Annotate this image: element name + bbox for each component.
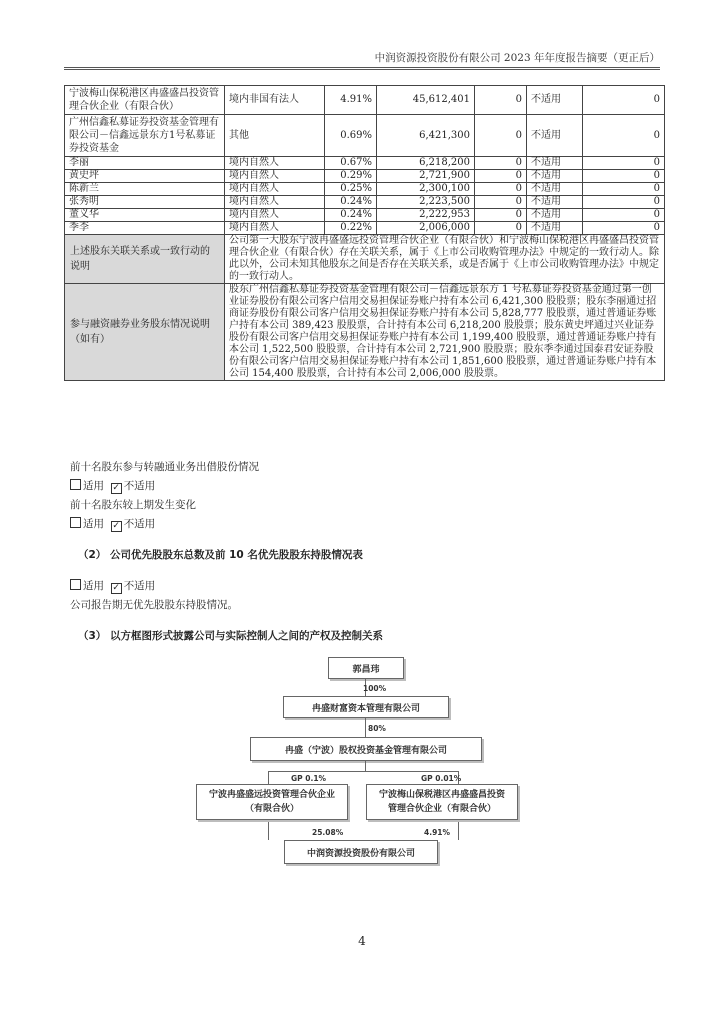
holder-cell-name: 李丽 [65, 157, 225, 170]
holder-cell-type: 境内自然人 [225, 222, 325, 235]
section-heading-control: （3） 以方框图形式披露公司与实际控制人之间的产权及控制关系 [78, 630, 383, 642]
holder-cell-shares: 2,222,953 [377, 209, 475, 222]
holder-cell-name: 宁波梅山保税港区冉盛盛昌投资管理合伙企业（有限合伙） [65, 86, 225, 115]
holder-cell-pledge: 不适用 [527, 115, 583, 157]
option-not-applicable: 不适用 [123, 480, 156, 492]
gp-label-left: GP 0.1% [291, 774, 327, 783]
holder-cell-pct: 0.25% [325, 183, 377, 196]
option-applicable: 适用 [83, 580, 104, 592]
holder-cell-pledge-qty: 0 [583, 86, 665, 115]
org-box-top: 郭昌玮 [328, 657, 404, 679]
change-options [70, 516, 155, 532]
holder-cell-pct: 0.22% [325, 222, 377, 235]
holder-cell-type: 境内自然人 [225, 157, 325, 170]
org-box-left: 宁波冉盛盛远投资管理合伙企业（有限合伙） [196, 784, 348, 820]
header-rule-2 [64, 69, 660, 70]
pct-label: 100% [363, 684, 387, 693]
preferred-note: 公司报告期无优先股股东持股情况。 [70, 599, 238, 611]
holder-cell-pledge: 不适用 [527, 196, 583, 209]
checkbox-checked: ✓ [112, 483, 120, 493]
holder-cell-shares: 2,300,100 [377, 183, 475, 196]
pct-label: 80% [368, 724, 386, 733]
checkbox-unchecked [70, 579, 81, 590]
holder-cell-shares: 6,421,300 [377, 115, 475, 157]
holder-cell-name: 陈新兰 [65, 183, 225, 196]
holder-cell-pledge-qty: 0 [583, 157, 665, 170]
holder-cell-restricted: 0 [475, 183, 527, 196]
relation-label: 上述股东关联关系或一致行动的说明 [65, 235, 225, 284]
holder-row [65, 157, 665, 170]
relation-text: 公司第一大股东宁波冉盛盛远投资管理合伙企业（有限合伙）和宁波梅山保税港区冉盛盛昌投资管理合伙企业（有限合伙）存在关联关系，属于《上市公司收购管理办法》中规定的一致行动人。除此以外，公司未知其他股东之间是否存在关联关系，或是否属于《上市公司收购管理办法》中规定的一致行动人。 [225, 235, 665, 284]
pct-label-left: 25.08% [312, 828, 344, 837]
holder-cell-pct: 0.67% [325, 157, 377, 170]
relation-row [65, 235, 665, 284]
holder-cell-pledge-qty: 0 [583, 196, 665, 209]
connector [268, 771, 269, 784]
lending-note: 前十名股东参与转融通业务出借股份情况 [70, 461, 259, 473]
connector [268, 822, 269, 840]
checkbox-checked: ✓ [112, 521, 120, 531]
holder-cell-restricted: 0 [475, 115, 527, 157]
checkbox-checked: ✓ [112, 583, 120, 593]
holder-row [65, 209, 665, 222]
holder-cell-name: 董义华 [65, 209, 225, 222]
holder-cell-restricted: 0 [475, 170, 527, 183]
margin-label: 参与融资融券业务股东情况说明（如有） [65, 284, 225, 381]
checkbox-unchecked [70, 517, 81, 528]
org-box-level2: 冉盛财富资本管理有限公司 [283, 696, 449, 718]
page-number: 4 [358, 934, 366, 948]
option-not-applicable: 不适用 [123, 518, 156, 530]
holder-cell-type: 境内自然人 [225, 196, 325, 209]
margin-text: 股东广州信鑫私募证券投资基金管理有限公司－信鑫远景东方 1 号私募证券投资基金通过第一创业证券股份有限公司客户信用交易担保证券账户持有本公司 6,421,300 股股票；股东李丽通过招商证券股份有限公司客户信用交易担保证券账户持有本公司 5,828,777 股股票，通过普通证券账户持有本公司 389,423 股股票，合计持有本公司 6,218,200 股股票；股东黄史坪通过兴业证券股份有限公司客户信用交易担保证券账户持有本公司 1,199,400 股股票，通过普通证券账户持有本公司 1,522,500 股股票，合计持有本公司 2,721,900 股股票；股东季李通过国泰君安证券股份有限公司客户信用交易担保证券账户持有本公司 1,851,600 股股票，通过普通证券账户持有本公司 154,400 股股票，合计持有本公司 2,006,000 股股票。 [225, 284, 665, 381]
option-applicable: 适用 [83, 480, 104, 492]
page-header: 中润资源投资股份有限公司 2023 年年度报告摘要（更正后） [374, 52, 660, 64]
holder-cell-name: 广州信鑫私募证券投资基金管理有限公司－信鑫远景东方1号私募证券投资基金 [65, 115, 225, 157]
pct-label-right: 4.91% [424, 828, 451, 837]
holder-cell-type: 境内自然人 [225, 183, 325, 196]
holder-cell-pledge-qty: 0 [583, 183, 665, 196]
holder-cell-restricted: 0 [475, 157, 527, 170]
connector [268, 771, 458, 772]
holder-cell-shares: 45,612,401 [377, 86, 475, 115]
org-box-bottom: 中润资源投资股份有限公司 [284, 840, 438, 864]
holder-cell-name: 黄史坪 [65, 170, 225, 183]
holder-cell-shares: 2,721,900 [377, 170, 475, 183]
section-heading-preferred: （2） 公司优先股股东总数及前 10 名优先股股东持股情况表 [78, 549, 363, 561]
holder-row [65, 115, 665, 157]
holder-cell-pct: 4.91% [325, 86, 377, 115]
gp-label-right: GP 0.01% [421, 774, 462, 783]
margin-row [65, 284, 665, 381]
connector [458, 822, 459, 840]
holder-cell-restricted: 0 [475, 209, 527, 222]
option-applicable: 适用 [83, 518, 104, 530]
holder-cell-type: 境内自然人 [225, 170, 325, 183]
org-box-level3: 冉盛（宁波）股权投资基金管理有限公司 [250, 737, 482, 761]
holder-cell-pledge: 不适用 [527, 86, 583, 115]
holder-cell-pct: 0.24% [325, 209, 377, 222]
holder-row [65, 170, 665, 183]
holder-cell-pledge-qty: 0 [583, 222, 665, 235]
holder-cell-name: 张秀明 [65, 196, 225, 209]
holder-cell-pledge: 不适用 [527, 183, 583, 196]
holder-cell-restricted: 0 [475, 86, 527, 115]
holder-cell-pledge-qty: 0 [583, 115, 665, 157]
holder-cell-shares: 6,218,200 [377, 157, 475, 170]
org-box-right: 宁波梅山保税港区冉盛盛昌投资管理合伙企业（有限合伙） [366, 784, 518, 820]
change-note: 前十名股东较上期发生变化 [70, 499, 196, 511]
holder-cell-shares: 2,223,500 [377, 196, 475, 209]
holder-cell-type: 境内自然人 [225, 209, 325, 222]
holder-cell-type: 其他 [225, 115, 325, 157]
holder-cell-pledge: 不适用 [527, 157, 583, 170]
holder-cell-type: 境内非国有法人 [225, 86, 325, 115]
lending-options [70, 478, 155, 494]
connector [365, 718, 366, 737]
header-rule [64, 67, 660, 68]
holder-cell-pledge: 不适用 [527, 209, 583, 222]
shareholder-table [64, 85, 665, 381]
holder-cell-pledge: 不适用 [527, 170, 583, 183]
holder-cell-pledge-qty: 0 [583, 170, 665, 183]
holder-cell-shares: 2,006,000 [377, 222, 475, 235]
holder-row [65, 86, 665, 115]
holder-cell-pledge: 不适用 [527, 222, 583, 235]
holder-row [65, 196, 665, 209]
holder-cell-restricted: 0 [475, 222, 527, 235]
option-not-applicable: 不适用 [123, 580, 156, 592]
checkbox-unchecked [70, 479, 81, 490]
holder-cell-pct: 0.69% [325, 115, 377, 157]
preferred-options [70, 578, 155, 594]
holder-row [65, 222, 665, 235]
holder-cell-pct: 0.24% [325, 196, 377, 209]
holder-cell-pledge-qty: 0 [583, 209, 665, 222]
connector [365, 761, 366, 771]
holder-cell-restricted: 0 [475, 196, 527, 209]
holder-cell-pct: 0.29% [325, 170, 377, 183]
holder-row [65, 183, 665, 196]
holder-cell-name: 季李 [65, 222, 225, 235]
